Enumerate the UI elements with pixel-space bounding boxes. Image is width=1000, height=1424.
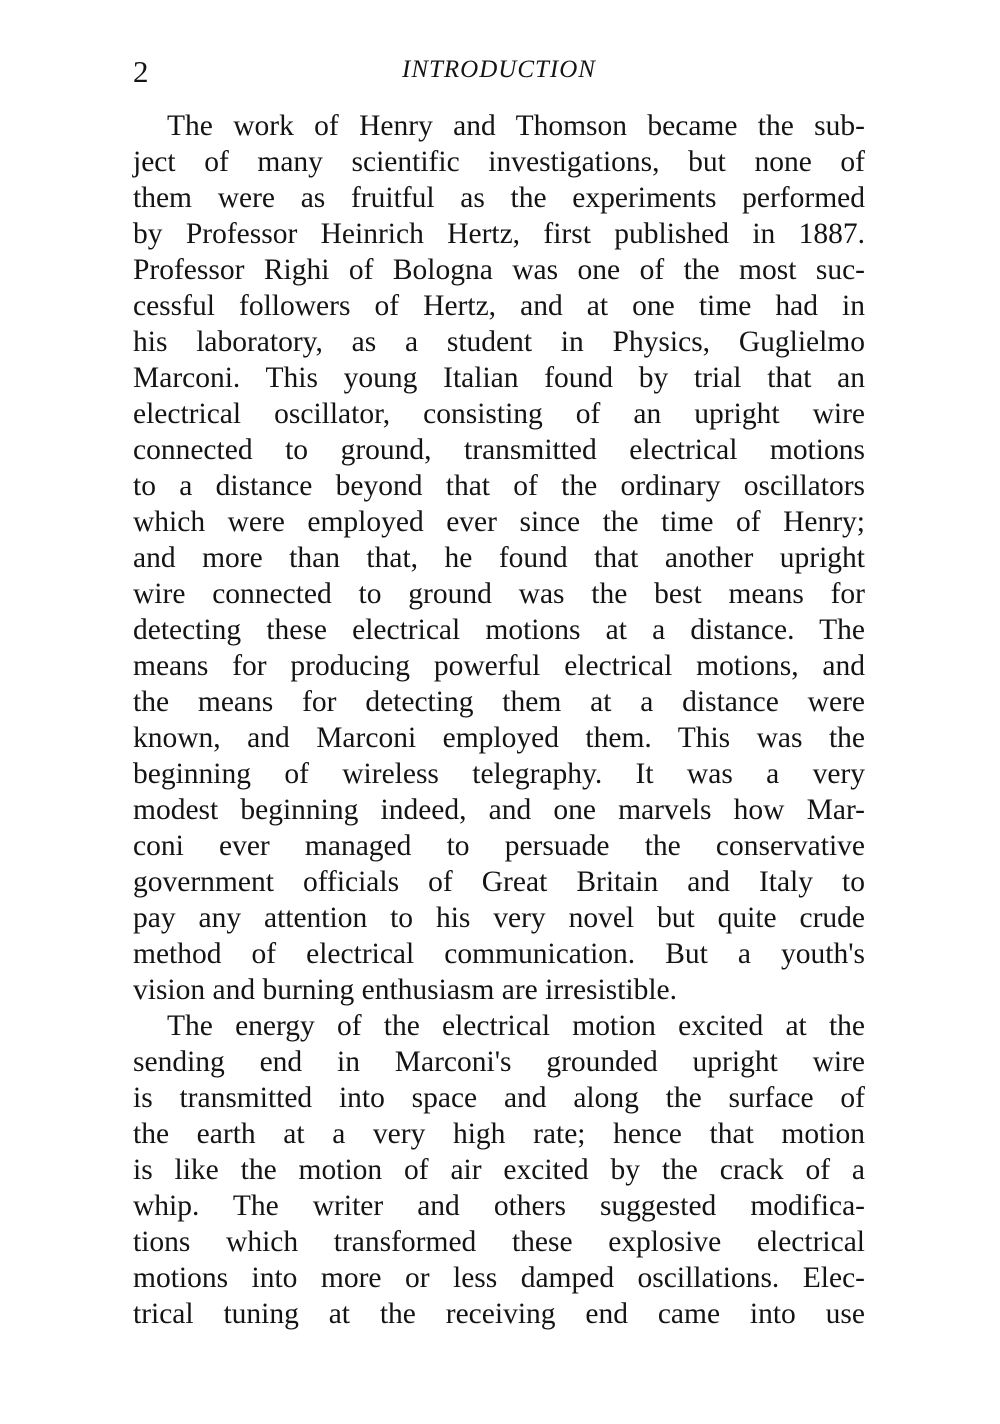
running-head: INTRODUCTION	[402, 56, 596, 83]
text-line: modest beginning indeed, and one marvels how Mar-	[133, 794, 865, 826]
text-line: sending end in Marconi's grounded upright wire	[133, 1046, 865, 1078]
text-line: known, and Marconi employed them. This was the	[133, 722, 865, 754]
text-line: them were as fruitful as the experiments performed	[133, 182, 865, 214]
text-line: The energy of the electrical motion excited at the	[167, 1010, 865, 1042]
text-line: electrical oscillator, consisting of an upright wire	[133, 398, 865, 430]
text-line: which were employed ever since the time of Henry;	[133, 506, 865, 538]
text-line: whip. The writer and others suggested modifica-	[133, 1190, 865, 1222]
text-line: means for producing powerful electrical motions, and	[133, 650, 865, 682]
page-number: 2	[133, 54, 149, 89]
text-line: is transmitted into space and along the surface of	[133, 1082, 865, 1114]
body-text	[133, 108, 865, 1332]
text-line: wire connected to ground was the best means for	[133, 578, 865, 610]
text-line: vision and burning enthusiasm are irresistible.	[133, 974, 678, 1006]
text-line: motions into more or less damped oscillations. Elec-	[133, 1262, 865, 1294]
text-line: cessful followers of Hertz, and at one time had in	[133, 290, 865, 322]
text-line: detecting these electrical motions at a distance. The	[133, 614, 865, 646]
text-line: The work of Henry and Thomson became the sub-	[167, 110, 865, 142]
page-header	[133, 52, 865, 92]
text-line: the means for detecting them at a distance were	[133, 686, 865, 718]
text-line: to a distance beyond that of the ordinary oscillators	[133, 470, 865, 502]
text-line: tions which transformed these explosive electrical	[133, 1226, 865, 1258]
text-line: beginning of wireless telegraphy. It was a very	[133, 758, 865, 790]
text-line: method of electrical communication. But a youth's	[133, 938, 865, 970]
text-line: ject of many scientific investigations, but none of	[133, 146, 865, 178]
text-line: and more than that, he found that another upright	[133, 542, 865, 574]
text-line: coni ever managed to persuade the conservative	[133, 830, 865, 862]
paragraph	[133, 1008, 865, 1332]
text-line: Professor Righi of Bologna was one of the most suc-	[133, 254, 865, 286]
text-line: government officials of Great Britain and Italy to	[133, 866, 865, 898]
text-line: by Professor Heinrich Hertz, first published in 1887.	[133, 218, 865, 250]
paragraph	[133, 108, 865, 1008]
text-line: connected to ground, transmitted electrical motions	[133, 434, 865, 466]
text-line: is like the motion of air excited by the crack of a	[133, 1154, 865, 1186]
text-line: trical tuning at the receiving end came into use	[133, 1298, 865, 1330]
text-line: pay any attention to his very novel but quite crude	[133, 902, 865, 934]
text-line: Marconi. This young Italian found by trial that an	[133, 362, 865, 394]
text-line: his laboratory, as a student in Physics, Guglielmo	[133, 326, 865, 358]
text-line: the earth at a very high rate; hence that motion	[133, 1118, 865, 1150]
